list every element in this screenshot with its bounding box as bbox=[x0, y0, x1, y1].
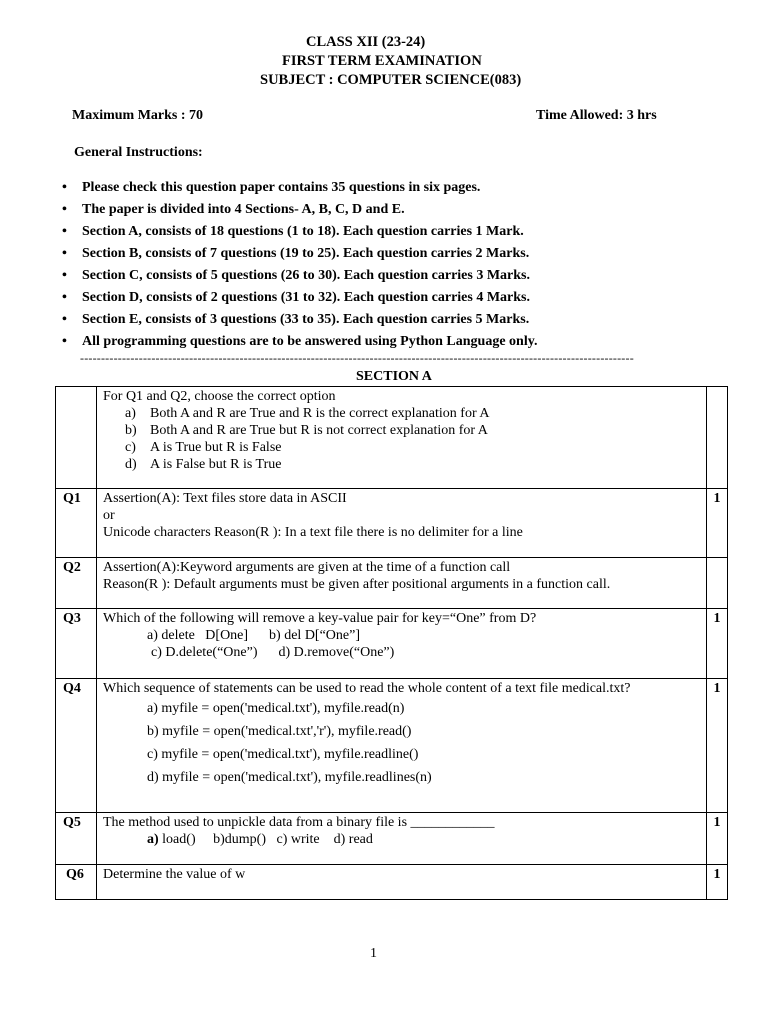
question-number: Q1 bbox=[56, 489, 97, 558]
instruction-item: • Section D, consists of 2 questions (31 to 32). Each question carries 4 Marks. bbox=[62, 288, 537, 310]
table-row bbox=[56, 489, 728, 558]
exam-title: FIRST TERM EXAMINATION bbox=[282, 53, 482, 69]
instruction-item: • Section B, consists of 7 questions (19 to 25). Each question carries 2 Marks. bbox=[62, 244, 537, 266]
question-body: The method used to unpickle data from a binary file is ____________ a) load() b)dump() c) write d) read bbox=[97, 813, 707, 865]
question-number: Q2 bbox=[56, 558, 97, 609]
question-number: Q4 bbox=[56, 679, 97, 813]
question-body: Which of the following will remove a key-value pair for key=“One” from D? a) delete D[One] b) del D[“One”] c) D.delete(“One”) d) D.remove(“One”) bbox=[97, 609, 707, 679]
question-marks bbox=[707, 558, 728, 609]
intro-option: c) A is True but R is False bbox=[125, 440, 282, 455]
question-body: Which sequence of statements can be used to read the whole content of a text file medical.txt? a) myfile = open('medical.txt'), myfile.read(n) b) myfile = open('medical.txt','r'), myfile.read() c) myfile = open('medical.txt'), myfile.readline() d) myfile = open('medical.txt'), myfile.readlines(n) bbox=[97, 679, 707, 813]
question-number: Q5 bbox=[56, 813, 97, 865]
question-marks: 1 bbox=[707, 609, 728, 679]
intro-option: d) A is False but R is True bbox=[125, 457, 282, 472]
section-title: SECTION A bbox=[356, 369, 432, 384]
page-number: 1 bbox=[370, 946, 377, 961]
intro-option: b) Both A and R are True but R is not correct explanation for A bbox=[125, 423, 488, 438]
table-row bbox=[56, 679, 728, 813]
time-allowed: Time Allowed: 3 hrs bbox=[536, 108, 657, 123]
table-row bbox=[56, 865, 728, 900]
question-body: Determine the value of w bbox=[97, 865, 707, 900]
intro-lead: For Q1 and Q2, choose the correct option bbox=[103, 389, 336, 404]
instruction-item: • Section A, consists of 18 questions (1 to 18). Each question carries 1 Mark. bbox=[62, 222, 537, 244]
dashed-separator: ------------------------------------------------------------------------------------------------------------------------------------ bbox=[80, 351, 634, 365]
question-body: Assertion(A): Text files store data in ASCII or Unicode characters Reason(R ): In a text file there is no delimiter for a line bbox=[97, 489, 707, 558]
instruction-item: • The paper is divided into 4 Sections- A, B, C, D and E. bbox=[62, 200, 537, 222]
question-body: Assertion(A):Keyword arguments are given at the time of a function call Reason(R ): Default arguments must be given after positional arguments in a function call. bbox=[97, 558, 707, 609]
intro-cell bbox=[97, 387, 707, 489]
marks-cell bbox=[707, 387, 728, 489]
class-line: CLASS XII (23-24) bbox=[306, 34, 426, 50]
table-row bbox=[56, 813, 728, 865]
instruction-item: • Please check this question paper contains 35 questions in six pages. bbox=[62, 178, 537, 200]
question-number-cell bbox=[56, 387, 97, 489]
instruction-item: • All programming questions are to be answered using Python Language only. bbox=[62, 332, 537, 354]
instructions-list bbox=[62, 178, 537, 354]
instructions-heading: General Instructions: bbox=[74, 145, 203, 160]
table-row bbox=[56, 609, 728, 679]
question-number: Q3 bbox=[56, 609, 97, 679]
table-row bbox=[56, 387, 728, 489]
instruction-item: • Section C, consists of 5 questions (26 to 30). Each question carries 3 Marks. bbox=[62, 266, 537, 288]
subject-line: SUBJECT : COMPUTER SCIENCE(083) bbox=[260, 72, 522, 88]
question-marks: 1 bbox=[707, 489, 728, 558]
max-marks: Maximum Marks : 70 bbox=[72, 108, 204, 123]
questions-table bbox=[55, 386, 728, 900]
question-marks: 1 bbox=[707, 813, 728, 865]
question-number: Q6 bbox=[56, 865, 97, 900]
question-marks: 1 bbox=[707, 679, 728, 813]
intro-option: a) Both A and R are True and R is the correct explanation for A bbox=[125, 406, 490, 421]
table-row bbox=[56, 558, 728, 609]
question-marks: 1 bbox=[707, 865, 728, 900]
instruction-item: • Section E, consists of 3 questions (33 to 35). Each question carries 5 Marks. bbox=[62, 310, 537, 332]
